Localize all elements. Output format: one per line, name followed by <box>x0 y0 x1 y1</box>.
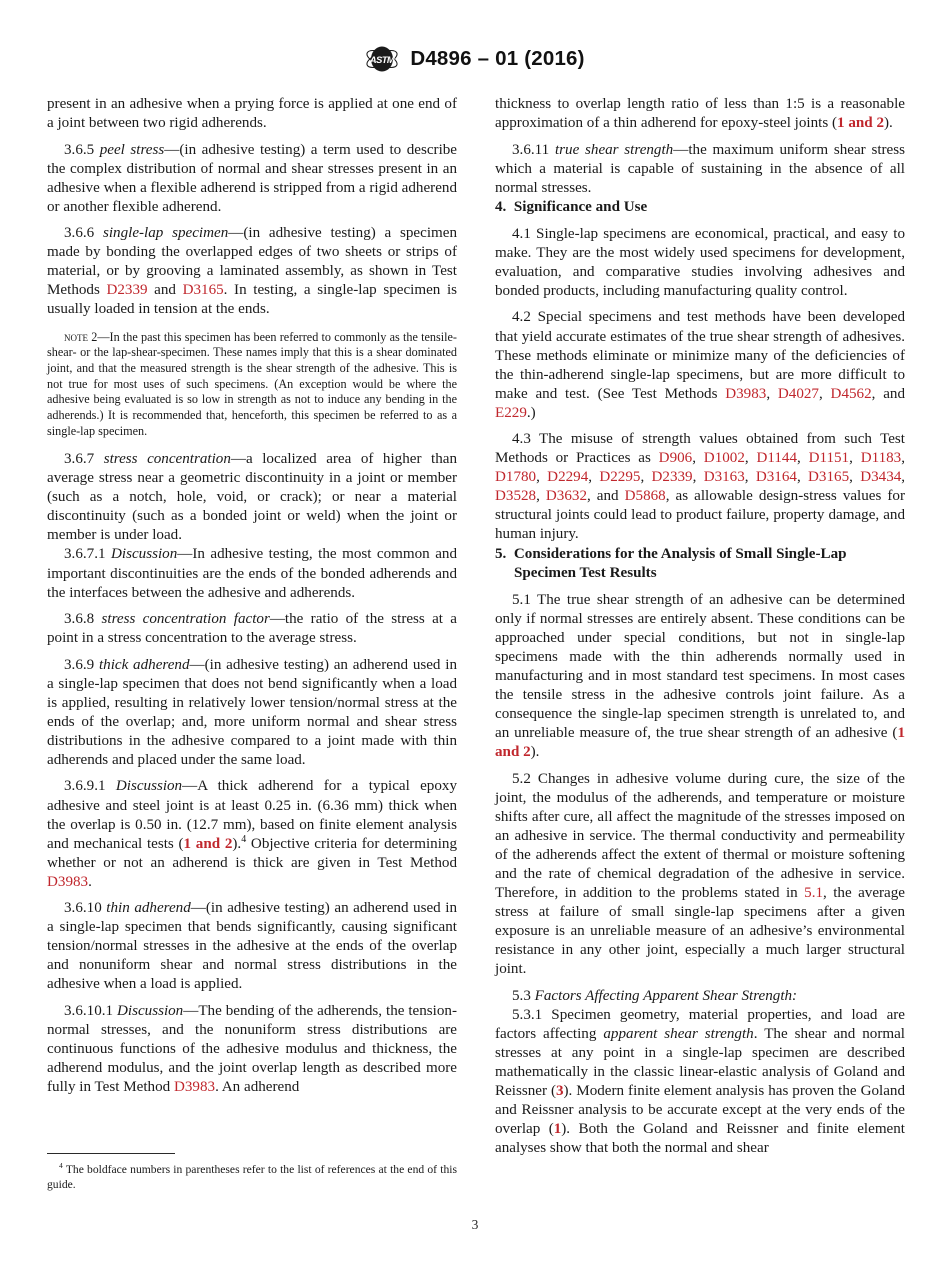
document-designation: D4896 – 01 (2016) <box>410 47 585 70</box>
section-title: Considerations for the Analysis of Small Single-Lap Specimen Test Results <box>513 545 847 581</box>
section-heading-4 <box>495 198 905 217</box>
footnote-divider <box>47 1153 175 1154</box>
clause-number: 3.6.10 <box>64 900 102 917</box>
italic-term: apparent shear strength <box>603 1025 754 1042</box>
separator: , <box>588 469 600 486</box>
clause-text: Special specimens and test methods have been developed that yield accurate estimates of the true shear strength of adhesives. These methods eliminate or minimize many of the deficiencies of the thin-adherend single-lap specimens, but are more difficult to make and test. (See Test Methods <box>495 309 905 402</box>
paragraph-carryover <box>47 95 457 133</box>
clause-reference-link[interactable]: 5.1 <box>804 884 824 901</box>
clause-text: ). <box>232 835 242 852</box>
clause-term: Factors Affecting Apparent Shear Strength: <box>534 987 798 1004</box>
clause-number: 3.6.10.1 <box>64 1002 114 1019</box>
separator: , <box>849 469 861 486</box>
standard-reference-link[interactable]: D4562 <box>830 385 872 402</box>
standard-reference-link[interactable]: D906 <box>658 450 693 467</box>
standard-reference-link[interactable]: D3163 <box>703 469 745 486</box>
standard-reference-link[interactable]: D3528 <box>495 488 537 505</box>
standard-reference-link[interactable]: D3632 <box>545 488 587 505</box>
note-2-block <box>47 330 457 440</box>
separator: , <box>744 450 757 467</box>
separator: , <box>901 450 905 467</box>
clause-number: 4.3 <box>512 431 531 448</box>
clause-number: 5.2 <box>512 770 531 787</box>
note-2 <box>47 330 457 440</box>
standard-reference-link[interactable]: D3434 <box>860 469 902 486</box>
footnote-area <box>47 1153 457 1193</box>
separator: , <box>849 450 861 467</box>
clause-text: —(in adhesive testing) a term used to describe the complex distribution of normal and shear stresses present in an adhesive when a flexible adherend is stripped from a rigid adherend or another flexible adherend. <box>47 141 458 215</box>
carryover-text: present in an adhesive when a prying force is applied at one end of a joint between two rigid adherends. <box>47 96 457 132</box>
standard-reference-link[interactable]: D3165 <box>182 282 224 299</box>
separator: , <box>692 469 704 486</box>
note-text: —In the past this specimen has been referred to commonly as the tensile-shear- or the lap-shear-specimen. These names imply that this is a shear dominated joint, and that the measured strength is the shear strength of the adhesive. This is not true for most uses of such specimens. (An exception would be where the adhesive being evaluated is so low in strength as not to induce any bending in the adherends.) It is recommended that, henceforth, this specimen be referred to as a single-lap specimen. <box>47 329 457 438</box>
section-heading-5 <box>495 545 905 583</box>
clause-3-6-10 <box>47 899 457 994</box>
reference-number-link[interactable]: 1 and 2 <box>837 115 885 132</box>
clause-3-6-6 <box>47 224 457 319</box>
standard-reference-link[interactable]: D1151 <box>808 450 850 467</box>
standard-reference-link[interactable]: D1780 <box>495 469 537 486</box>
footnote-4 <box>47 1162 457 1193</box>
page-number: 3 <box>471 1217 479 1232</box>
standard-reference-link[interactable]: D2294 <box>547 469 589 486</box>
clause-4-1 <box>495 225 905 301</box>
clause-number: 5.3 <box>512 987 531 1004</box>
clause-text: , the average stress at failure of small single-lap specimens after a given exposure is an unreliable measure of an adhesive’s environmental resistance in any other joint, especially a much larger structural joint. <box>495 884 905 978</box>
clause-5-3 <box>495 987 905 1006</box>
clause-term: peel stress <box>99 141 165 158</box>
reference-number-link[interactable]: 1 and 2 <box>495 724 905 760</box>
standard-reference-link[interactable]: D3164 <box>755 469 797 486</box>
clause-text: Specimen geometry, material properties, and load are factors affecting <box>495 1006 905 1042</box>
standard-reference-link[interactable]: D3165 <box>808 469 850 486</box>
clause-5-1 <box>495 591 905 762</box>
clause-number: 3.6.6 <box>64 225 95 242</box>
separator: , <box>640 469 652 486</box>
separator: , <box>536 488 546 505</box>
clause-term: Discussion <box>115 778 183 795</box>
clause-3-6-8 <box>47 610 457 648</box>
section-title: Significance and Use <box>513 198 648 215</box>
clause-text: —the ratio of the stress at a point in a stress concentration to the average stress. <box>47 611 457 647</box>
clause-number: 3.6.11 <box>512 141 550 158</box>
clause-text: ). Modern finite element analysis has proven the Goland and Reissner analysis to be accurate except at the very ends of the overlap ( <box>495 1082 906 1137</box>
clause-5-2 <box>495 770 905 980</box>
astm-logo-icon <box>365 44 399 74</box>
carryover-text: ). <box>884 115 893 132</box>
footnote-text: The boldface numbers in parentheses refer to the list of references at the end of this guide. <box>47 1163 457 1192</box>
clause-term: Discussion <box>111 546 178 563</box>
clause-text: —A thick adherend for a typical epoxy adhesive and steel joint is at least 0.25 in. (6.36 mm) thick when the overlap is 0.50 in. (12.7 mm), based on finite element analysis and mechanical tests ( <box>47 778 457 852</box>
separator: , <box>744 469 756 486</box>
clause-number: 3.6.8 <box>64 611 95 628</box>
standard-reference-link[interactable]: D2339 <box>106 282 148 299</box>
standard-reference-link[interactable]: D1002 <box>703 450 745 467</box>
clause-5-3-1 <box>495 1006 905 1158</box>
section-number: 4. <box>495 198 507 215</box>
clause-text: Single-lap specimens are economical, practical, and easy to make. They are the most widely used specimens for development, evaluation, and comparative studies involving adhesives and bonded products, including manufacturing quality control. <box>495 225 905 299</box>
clause-3-6-9 <box>47 656 457 770</box>
separator: , <box>796 469 809 486</box>
paragraph-carryover <box>495 95 905 133</box>
standard-reference-link[interactable]: E229 <box>495 404 527 421</box>
clause-text: . An adherend <box>215 1079 300 1096</box>
standard-reference-link[interactable]: D1144 <box>756 450 797 467</box>
standard-reference-link[interactable]: D3983 <box>47 873 89 890</box>
clause-number: 4.1 <box>512 225 531 242</box>
two-column-body <box>47 95 906 1192</box>
clause-3-6-7 <box>47 450 457 545</box>
standard-reference-link[interactable]: D5868 <box>624 488 666 505</box>
standard-reference-link[interactable]: D4027 <box>777 385 819 402</box>
clause-text: , and <box>587 488 625 505</box>
clause-term: thin adherend <box>106 900 191 917</box>
clause-text: —the maximum uniform shear stress which a material is capable of sustaining in the absence of all normal stresses. <box>495 141 905 196</box>
left-column <box>47 95 458 1192</box>
clause-number: 3.6.9.1 <box>64 778 106 795</box>
clause-3-6-7-1 <box>47 545 457 602</box>
clause-text: Objective criteria for determining whether or not an adherend is thick are given in Test Method <box>47 835 458 871</box>
clause-text: —a localized area of higher than average stress near a geometric discontinuity in a joint or member (such as a notch, hole, void, or crack); or near a material discontinuity (such as a bonded joint or weld) when the joint or member is under load. <box>47 451 457 544</box>
clause-text: —(in adhesive testing) an adherend used in a single-lap specimen that does not bend significantly when a load is applied, resulting in relatively lower tension/normal stress at the ends of the overlap; and, more uniform normal and shear stress distributions in the adhesive compared to a joint made with thin adherends and placed under the same load. <box>47 656 457 768</box>
clause-text: , and <box>871 385 905 402</box>
separator: , <box>536 469 548 486</box>
separator: , <box>797 450 809 467</box>
clause-number: 3.6.9 <box>64 656 95 673</box>
clause-3-6-5 <box>47 141 457 217</box>
clause-text: , <box>766 385 778 402</box>
clause-number: 4.2 <box>512 309 531 326</box>
clause-text: , <box>818 385 831 402</box>
clause-term: thick adherend <box>98 656 190 673</box>
note-label: note 2 <box>64 329 98 344</box>
clause-term: single-lap specimen <box>102 225 229 242</box>
reference-number-link[interactable]: 1 and 2 <box>183 835 233 852</box>
clause-text: Changes in adhesive volume during cure, the size of the joint, the modulus of the adherends, and temperature or moisture shifts after cure, all affect the magnitude of the stresses imposed on an adhesive in service. The thermal conductivity and permeability of the adherends affect the extent of thermal or moisture softening and the rate of chemical degradation of the adhesive in service. Therefore, in addition to the problems stated in <box>495 770 905 901</box>
standard-reference-link[interactable]: D2295 <box>599 469 641 486</box>
clause-text: The misuse of strength values obtained from such Test Methods or Practices as <box>495 431 905 467</box>
clause-number: 3.6.5 <box>64 141 95 158</box>
footnote-marker: 4 <box>59 1161 63 1171</box>
footnote-marker: 4 <box>241 833 247 845</box>
clause-text: The true shear strength of an adhesive can be determined only if normal stresses are entirely absent. These conditions can be approached under special conditions, but not in single-lap specimens made with the thin adherends normally used in manufacturing and in most standard test specimens. In most cases the tensile stress in the adhesive controls joint failure. As a consequence the single-lap specimen strength is unrelated to, and an unreliable measure of, the true shear strength of an adhesive ( <box>495 591 905 741</box>
reference-number-link[interactable]: 1 <box>553 1120 562 1137</box>
standard-reference-link[interactable]: D1183 <box>860 450 902 467</box>
reference-number-link[interactable]: 3 <box>555 1082 564 1099</box>
clause-text: . <box>88 873 92 890</box>
clause-text: ). Both the Goland and Reissner and finite element analyses show that both the normal and shear <box>495 1120 905 1156</box>
clause-term: stress concentration factor <box>101 611 270 628</box>
clause-text: . In testing, a single-lap specimen is usually loaded in tension at the ends. <box>47 282 458 318</box>
clause-term: Discussion <box>116 1002 184 1019</box>
carryover-text: thickness to overlap length ratio of less than 1:5 is a reasonable approximation of a thin adherend for epoxy-steel joints ( <box>495 96 905 132</box>
standard-reference-link[interactable]: D2339 <box>651 469 693 486</box>
clause-number: 3.6.7.1 <box>64 546 106 563</box>
section-number: 5. <box>495 545 507 562</box>
clause-number: 5.1 <box>512 591 531 608</box>
clause-text: and <box>147 282 183 299</box>
clause-number: 3.6.7 <box>64 451 95 468</box>
right-column <box>495 95 905 1158</box>
standard-reference-link[interactable]: D3983 <box>725 385 767 402</box>
clause-4-2 <box>495 308 905 422</box>
clause-text: —The bending of the adherends, the tension-normal stresses, and the nonuniform stress distributions are continuous functions of the adhesive modulus and thickness, the adherend modulus, and the joint overlap length as described more fully in Test Method <box>47 1002 457 1096</box>
clause-text: —(in adhesive testing) an adherend used in a single-lap specimen that bends significantly, causing significant tension/normal stresses in the adhesive at the ends of the overlap and nonuniform shear and normal stress distributions in the adhesive when a load is applied. <box>47 900 458 993</box>
clause-text: .) <box>526 404 536 421</box>
clause-3-6-9-1 <box>47 777 457 891</box>
clause-term: true shear strength <box>554 141 674 158</box>
clause-text: , as allowable design-stress values for structural joints could lead to product failure, property damage, and human injury. <box>495 488 905 543</box>
standard-reference-link[interactable]: D3983 <box>173 1079 216 1096</box>
separator: , <box>901 469 906 486</box>
separator: , <box>692 450 704 467</box>
clause-4-3 <box>495 430 905 544</box>
clause-3-6-10-1 <box>47 1002 457 1097</box>
svg-text:ASTM: ASTM <box>370 55 395 66</box>
clause-text: ). <box>530 744 540 760</box>
clause-text: —(in adhesive testing) a specimen made by bonding the overlapped edges of two sheets or strips of material, or by grooving a laminated assembly, as shown in Test Methods <box>47 225 458 299</box>
clause-number: 5.3.1 <box>512 1006 543 1023</box>
clause-text: . The shear and normal stresses at any point in a single-lap specimen are described mathematically in the classic linear-elastic analysis of Goland and Reissner ( <box>495 1025 905 1099</box>
document-header <box>0 44 950 74</box>
clause-text: —In adhesive testing, the most common and important discontinuities are the ends of the bonded adherends and the interfaces between the adhesive and adherends. <box>47 546 457 601</box>
clause-term: stress concentration <box>103 451 231 468</box>
clause-3-6-11 <box>495 141 905 198</box>
